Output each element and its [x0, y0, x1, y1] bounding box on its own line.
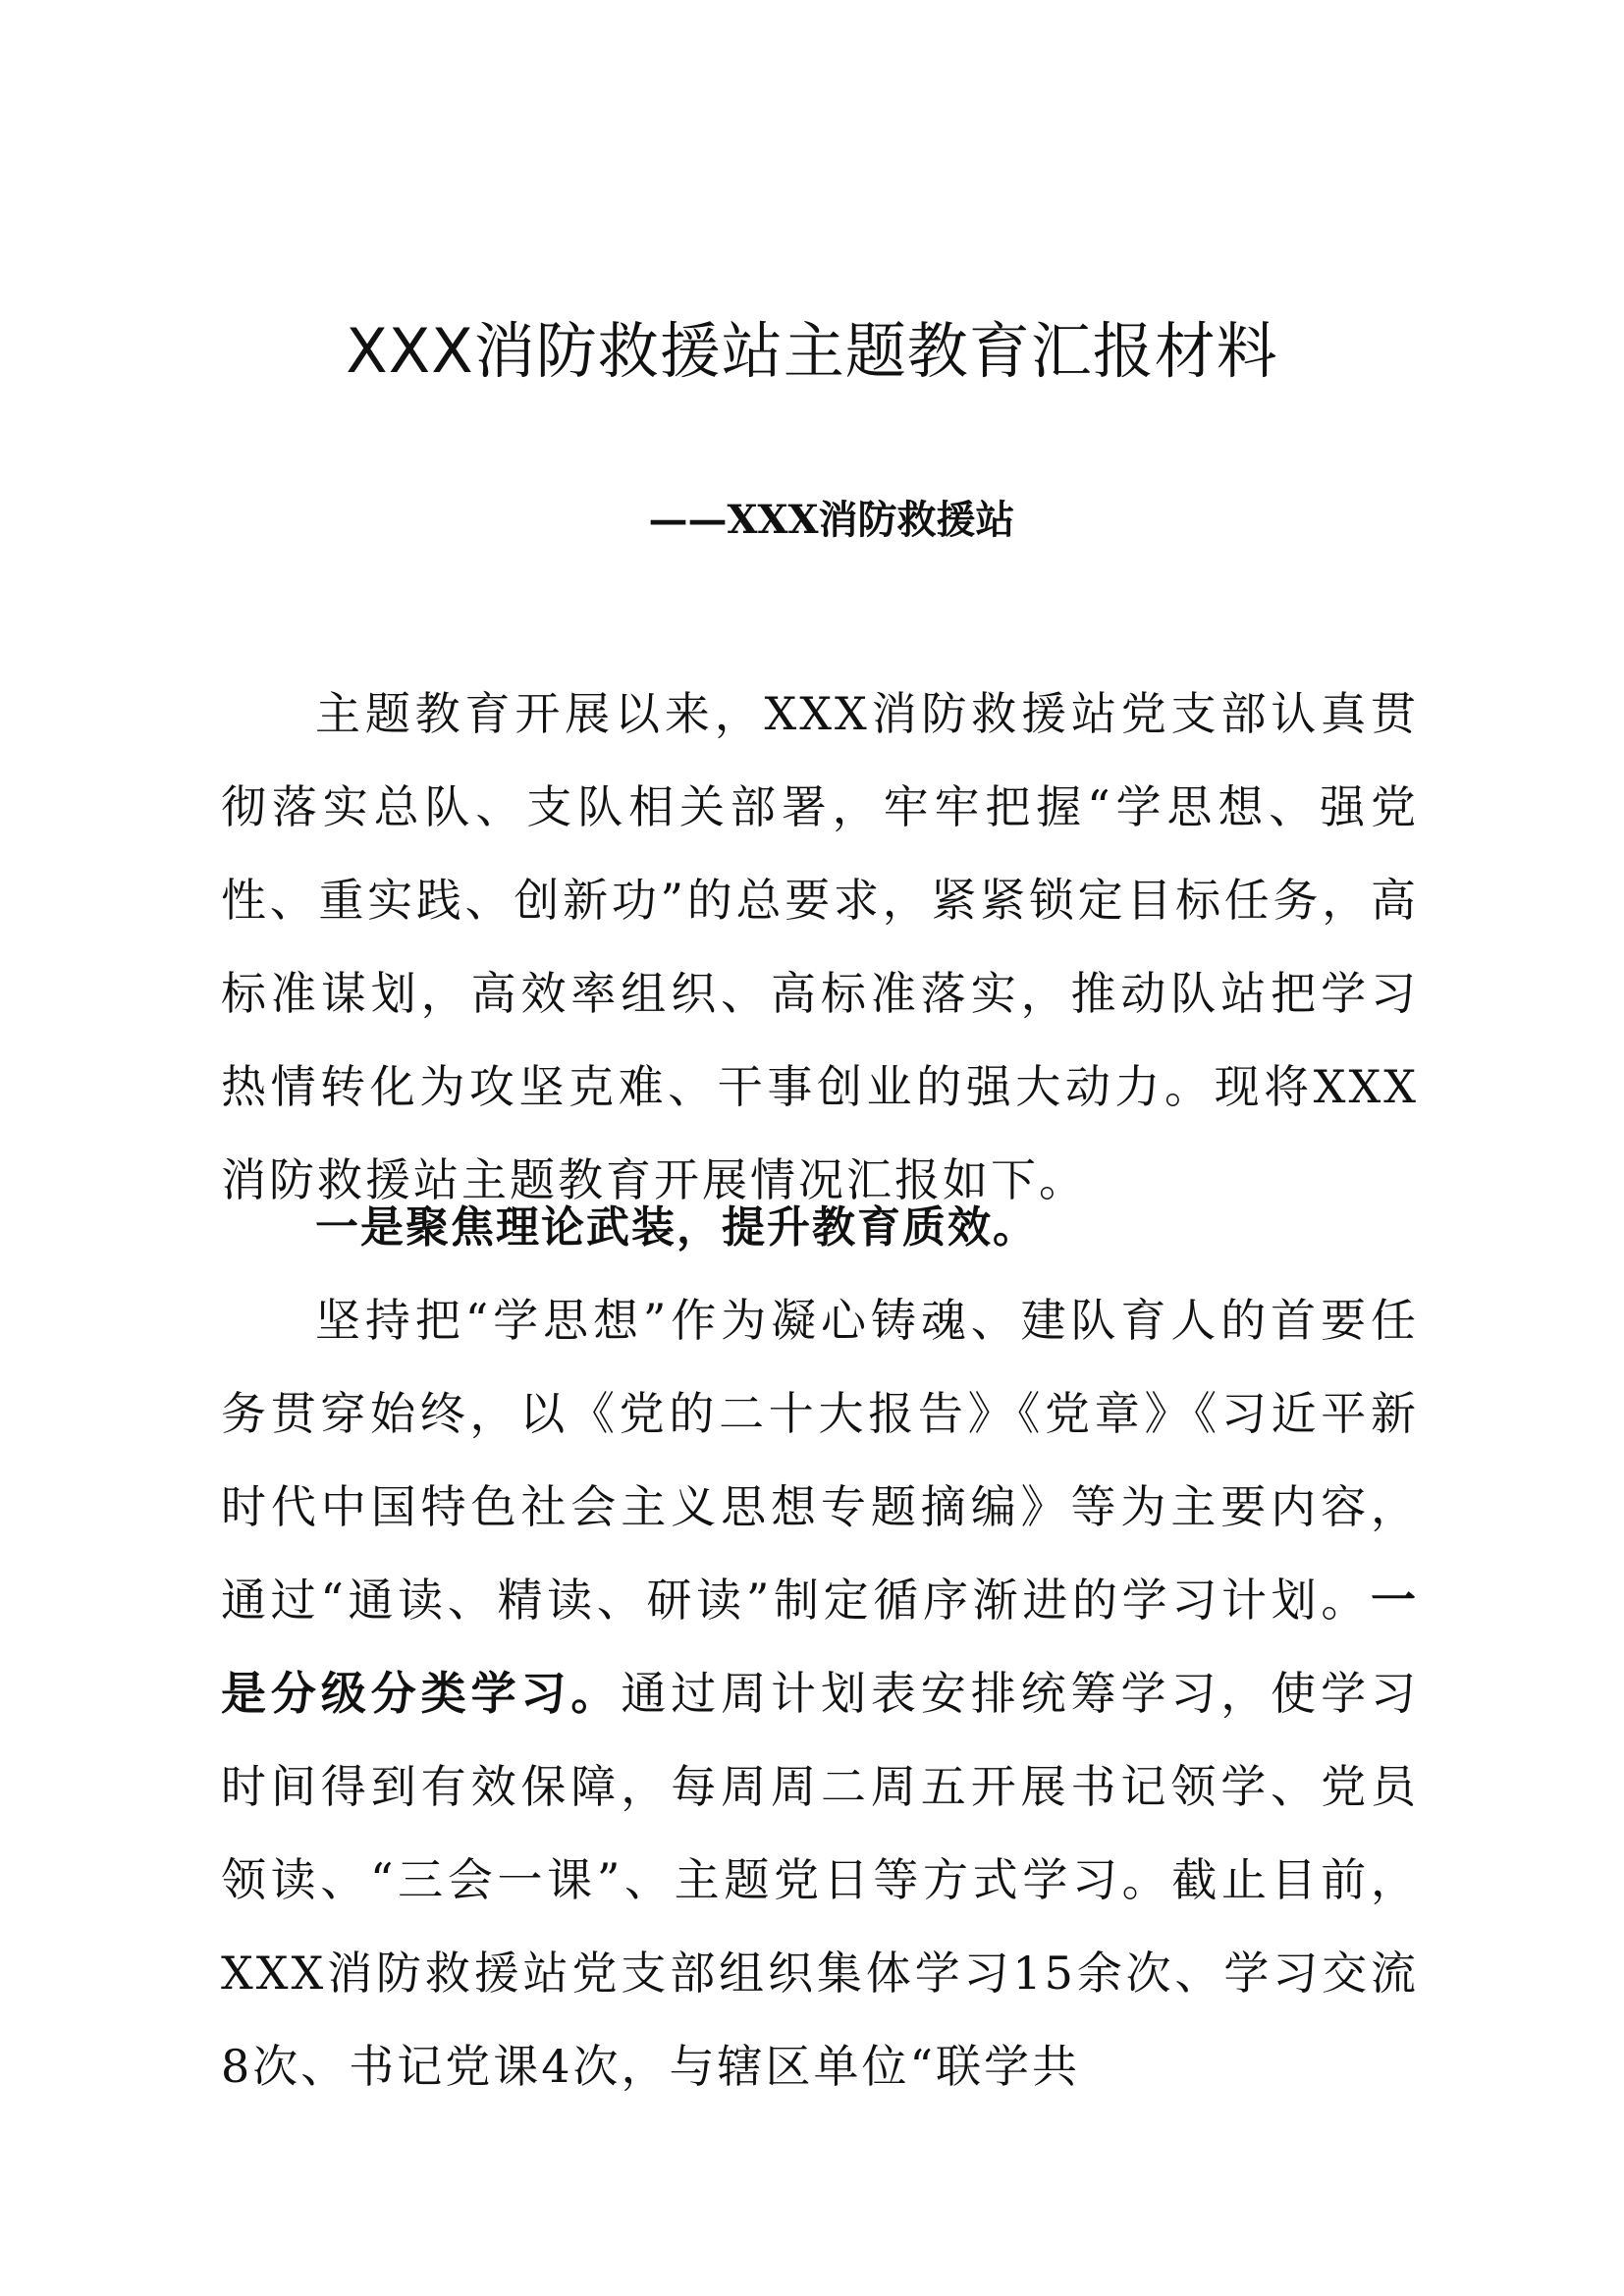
section-paragraph-1 — [221, 1274, 1419, 2113]
section-heading-1: 一是聚焦理论武装，提升教育质效。 — [315, 1202, 1038, 1253]
document-subtitle: ——XXX消防救援站 — [648, 497, 1015, 543]
intro-paragraph: 主题教育开展以来，XXX消防救援站党支部认真贯彻落实总队、支队相关部署，牢牢把握“学思想、强党性、重实践、创新功”的总要求，紧紧锁定目标任务，高标准谋划，高效率组织、高标准落实，推动队站把学习热情转化为攻坚克难、干事创业的强大动力。现将XXX消防救援站主题教育开展情况汇报如下。 — [221, 687, 1419, 1206]
paragraph-text-part2: 通过周计划表安排统筹学习，使学习时间得到有效保障，每周周二周五开展书记领学、党员领读、“三会一课”、主题党日等方式学习。截止目前，XXX消防救援站党支部组织集体学习15余次、学习交流8次、书记党课4次，与辖区单位“联学共 — [221, 1667, 1420, 2093]
paragraph-text-part1: 坚持把“学思想”作为凝心铸魂、建队育人的首要任务贯穿始终，以《党的二十大报告》《党章》《习近平新时代中国特色社会主义思想专题摘编》等为主要内容，通过“通读、精读、研读”制定循序渐进的学习计划。 — [221, 1294, 1419, 1627]
document-title: XXX消防救援站主题教育汇报材料 — [346, 315, 1278, 387]
paragraph-bold-subheading: 一是分级分类学习。 — [221, 1574, 1419, 1720]
